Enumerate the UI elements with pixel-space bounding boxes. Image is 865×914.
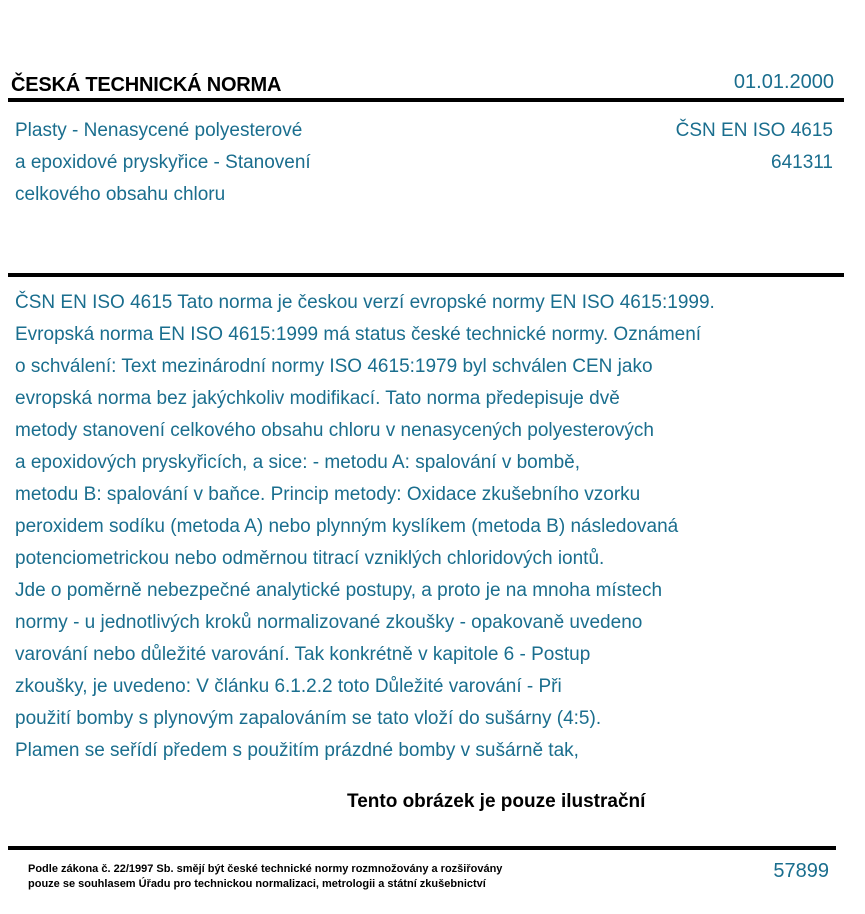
- description-line: zkoušky, je uvedeno: V článku 6.1.2.2 toto Důležité varování - Při: [15, 676, 562, 697]
- standard-code: ČSN EN ISO 4615: [675, 120, 833, 141]
- description-line: použití bomby s plynovým zapalováním se tato vloží do sušárny (4:5).: [15, 708, 602, 729]
- description-line: Plamen se seřídí předem s použitím prázdné bomby v sušárně tak,: [15, 740, 579, 761]
- section-divider: [8, 273, 844, 277]
- document-number: 57899: [773, 860, 829, 882]
- description-line: ČSN EN ISO 4615 Tato norma je českou verzí evropské normy EN ISO 4615:1999.: [15, 292, 715, 313]
- document-date: 01.01.2000: [733, 71, 834, 93]
- illustration-note: Tento obrázek je pouze ilustrační: [347, 791, 646, 812]
- subject-line: celkového obsahu chloru: [15, 184, 226, 205]
- description-line: varování nebo důležité varování. Tak konkrétně v kapitole 6 - Postup: [15, 644, 591, 665]
- description-line: evropská norma bez jakýchkoliv modifikací. Tato norma předepisuje dvě: [15, 388, 620, 409]
- footer-divider: [8, 846, 836, 850]
- subject-line: a epoxidové pryskyřice - Stanovení: [15, 152, 311, 173]
- subject-line: Plasty - Nenasycené polyesterové: [15, 120, 303, 141]
- description-line: Jde o poměrně nebezpečné analytické postupy, a proto je na mnoha místech: [15, 580, 663, 601]
- description-line: potenciometrickou nebo odměrnou titrací vzniklých chloridových iontů.: [15, 548, 605, 569]
- description-line: Evropská norma EN ISO 4615:1999 má status české technické normy. Oznámení: [15, 324, 702, 345]
- standard-subject: [15, 115, 311, 211]
- description-line: normy - u jednotlivých kroků normalizované zkoušky - opakovaně uvedeno: [15, 612, 643, 633]
- description-line: metodu B: spalování v baňce. Princip metody: Oxidace zkušebního vzorku: [15, 484, 641, 505]
- standard-description: [15, 287, 845, 767]
- description-line: metody stanovení celkového obsahu chloru v nenasycených polyesterových: [15, 420, 654, 441]
- legal-notice: [28, 862, 502, 892]
- document-title: ČESKÁ TECHNICKÁ NORMA: [11, 74, 282, 96]
- legal-line: pouze se souhlasem Úřadu pro technickou normalizaci, metrologii a státní zkušebnictví: [28, 878, 486, 890]
- standard-class-number: 641311: [771, 152, 833, 173]
- legal-line: Podle zákona č. 22/1997 Sb. smějí být české technické normy rozmnožovány a rozšiřovány: [28, 863, 503, 875]
- standard-identifiers: [676, 115, 833, 179]
- description-line: o schválení: Text mezinárodní normy ISO 4615:1979 byl schválen CEN jako: [15, 356, 653, 377]
- description-line: peroxidem sodíku (metoda A) nebo plynným kyslíkem (metoda B) následovaná: [15, 516, 679, 537]
- description-line: a epoxidových pryskyřicích, a sice: - metodu A: spalování v bombě,: [15, 452, 580, 473]
- header-divider: [8, 98, 844, 102]
